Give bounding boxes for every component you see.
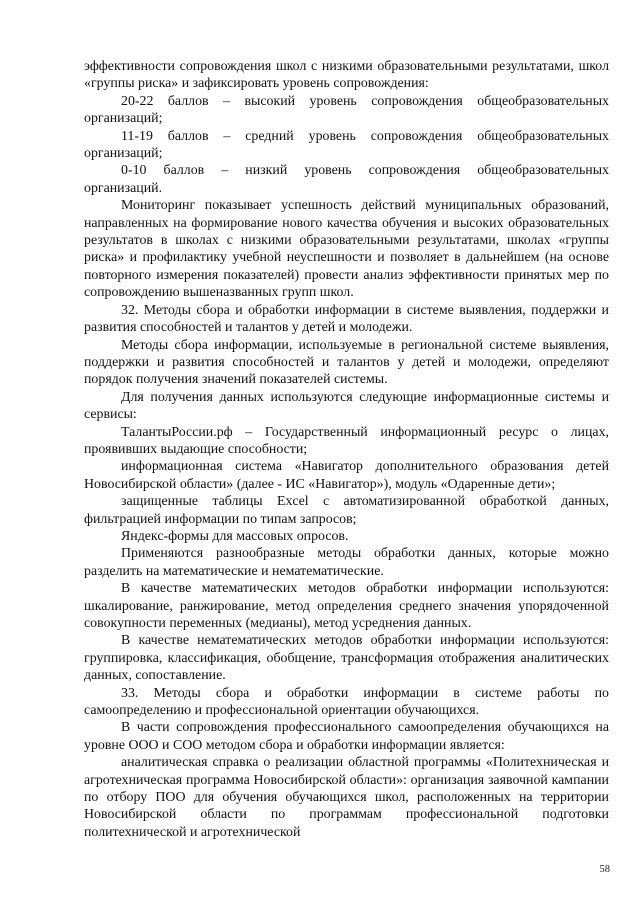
document-body <box>84 58 609 841</box>
paragraph: Яндекс-формы для массовых опросов. <box>121 528 349 544</box>
paragraph: 0-10 баллов – низкий уровень сопровождения общеобразовательных организаций. <box>84 163 609 196</box>
page-number: 58 <box>599 864 610 875</box>
paragraph: 33. Методы сбора и обработки информации в системе работы по самоопределению и профессиональной ориентации обучающихся. <box>84 685 609 719</box>
paragraph: Для получения данных используются следующие информационные системы и сервисы: <box>84 389 609 423</box>
paragraph: 32. Методы сбора и обработки информации в системе выявления, поддержки и развития способностей и талантов у детей и молодежи. <box>84 302 609 336</box>
paragraph: 11-19 баллов – средний уровень сопровождения общеобразовательных организаций; <box>84 128 609 162</box>
paragraph: Методы сбора информации, используемые в региональной системе выявления, поддержки и развития способностей и талантов у детей и молодежи, определяют порядок получения значений показателей системы. <box>84 337 609 388</box>
paragraph: Мониторинг показывает успешность действий муниципальных образований, направленных на формирование нового качества обучения и высоких образовательных результатов в школах с низкими образовательными результатами, школах «группы риска» и профилактику учебной неуспешности и позволяет в дальнейшем (на основе повторного измерения показателей) провести анализ эффективности принятых мер по сопровождению вышеназванных групп школ. <box>84 198 609 301</box>
paragraph: ТалантыРоссии.рф – Государственный информационный ресурс о лицах, проявивших выдающие способности; <box>84 424 609 457</box>
paragraph: эффективности сопровождения школ с низкими образовательными результатами, школ «группы риска» и зафиксировать уровень сопровождения: <box>84 59 609 92</box>
paragraph: 20-22 баллов – высокий уровень сопровождения общеобразовательных организаций; <box>84 93 609 127</box>
paragraph: В качестве математических методов обработки информации используются: шкалирование, ранжирование, метод определения среднего значения упорядоченной совокупности переменных (медианы), метод усреднения данных. <box>84 581 609 631</box>
paragraph: В части сопровождения профессионального самоопределения обучающихся на уровне ООО и СОО методом сбора и обработки информации является: <box>84 720 609 753</box>
paragraph: В качестве нематематических методов обработки информации используются: группировка, классификация, обобщение, трансформация отображения аналитических данных, сопоставление. <box>84 633 609 684</box>
paragraph: информационная система «Навигатор дополнительного образования детей Новосибирской области» (далее - ИС «Навигатор»), модуль «Одаренные дети»; <box>84 459 609 492</box>
paragraph: аналитическая справка о реализации областной программы «Политехническая и агротехническая программа Новосибирской области»: организация заявочной кампании по отбору ПОО для обучения обучающихся школ, расположенных на территории Новосибирской области по программам профессиональной подготовки политехнической и агротехнической <box>84 755 609 840</box>
paragraph: Применяются разнообразные методы обработки данных, которые можно разделить на математические и нематематические. <box>84 546 609 579</box>
paragraph: защищенные таблицы Excel с автоматизированной обработкой данных, фильтрацией информации по типам запросов; <box>84 494 609 527</box>
